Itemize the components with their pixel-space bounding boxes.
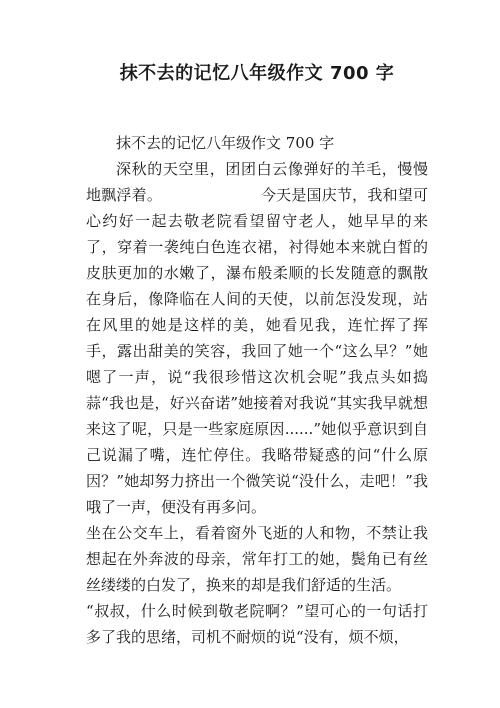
- document-title: 抹不去的记忆八年级作文 700 字: [119, 63, 395, 84]
- paragraph-1: 深秋的天空里，团团白云像弹好的羊毛，慢慢地飘浮着。 今天是国庆节，我和望可心约好一起去敬老院看望留守老人，她早早的来了，穿着一袭纯白色连衣裙，衬得她本来就白皙的皮肤更加的水嫩了，瀑布般柔顺的长发随意的飘散在身后，像降临在人间的天使，以前怎没发现，站在风里的她是这样的美，她看见我，连忙挥了挥手，露出甜美的笑容，我回了她一个“这么早？”她嗯了一声，说“我很珍惜这次机会呢”我点头如捣蒜“我也是，好兴奋诺”她接着对我说“其实我早就想来这了呢，只是一些家庭原因......”她似乎意识到自己说漏了嘴，连忙停住。我略带疑惑的问“什么原因？”她却努力挤出一个微笑说“没什么，走吧！”我哦了一声，便没有再多问。: [86, 160, 428, 516]
- paragraph-3: “叔叔，什么时候到敬老院啊？”望可心的一句话打多了我的思绪，司机不耐烦的说“没有，烦不烦，: [86, 602, 428, 646]
- paragraph-2: 坐在公交车上，看着窗外飞逝的人和物，不禁让我想起在外奔波的母亲，常年打工的她，鬓角已有丝丝缕缕的白发了，换来的却是我们舒适的生活。: [86, 524, 428, 594]
- document-subtitle: 抹不去的记忆八年级作文 700 字: [116, 134, 335, 152]
- document-body: [86, 130, 428, 650]
